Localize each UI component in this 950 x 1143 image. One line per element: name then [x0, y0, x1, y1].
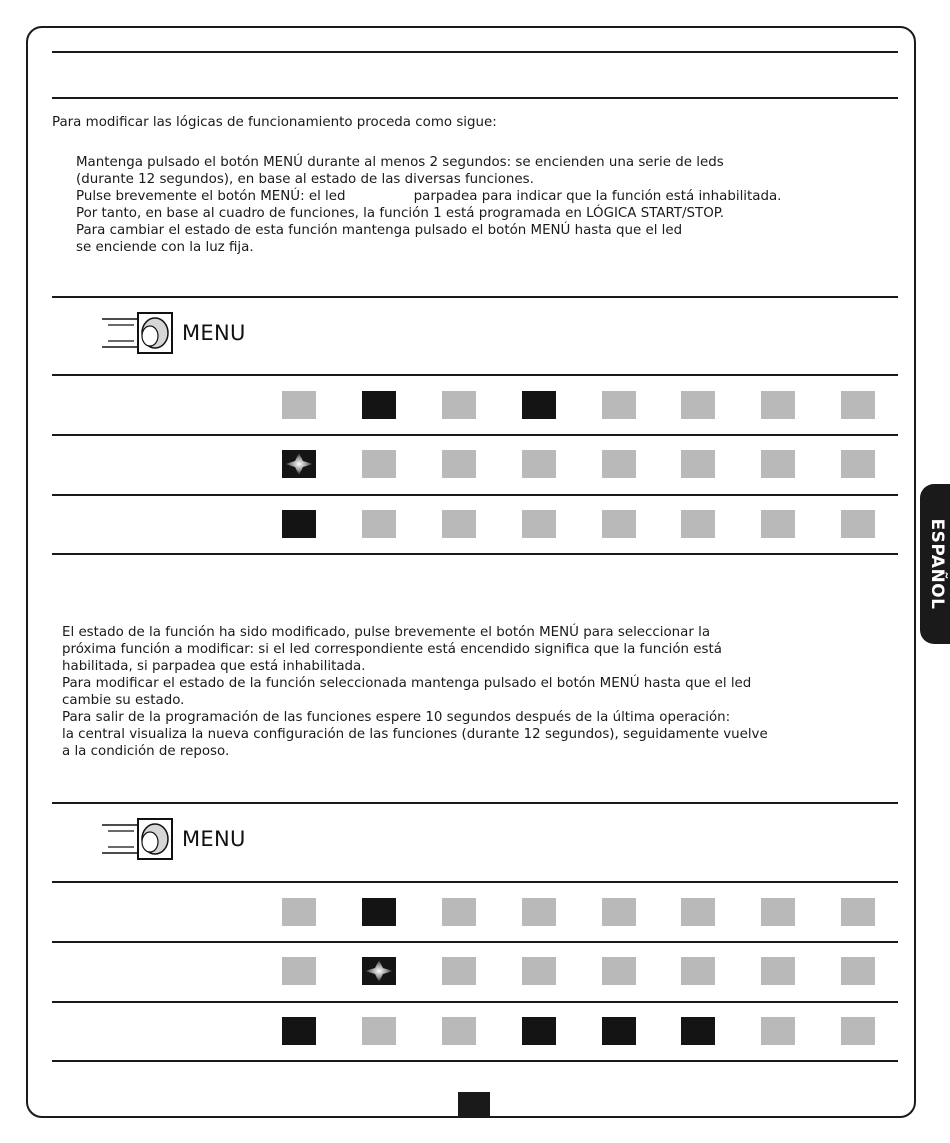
led-off: [761, 957, 795, 985]
led-off: [522, 510, 556, 538]
step1-line: Pulse brevemente el botón MENÚ: el led parpadea para indicar que la función está inhabilitada.: [76, 189, 782, 204]
led-off: [602, 450, 636, 478]
step2-line: próxima función a modificar: si el led correspondiente está encendido significa que la función está: [62, 642, 722, 657]
step1-line: Mantenga pulsado el botón MENÚ durante al menos 2 segundos: se encienden una serie de leds: [76, 155, 724, 170]
divider: [52, 881, 898, 883]
led-off: [362, 510, 396, 538]
divider: [52, 941, 898, 943]
led-off: [761, 1017, 795, 1045]
led-off: [681, 391, 715, 419]
divider: [52, 97, 898, 99]
step2-line: Para salir de la programación de las funciones espere 10 segundos después de la última operación:: [62, 710, 731, 725]
divider: [52, 494, 898, 496]
led-on: [362, 391, 396, 419]
led-off: [841, 1017, 875, 1045]
led-off: [761, 510, 795, 538]
menu-label: MENU: [182, 321, 246, 345]
led-off: [761, 898, 795, 926]
led-off: [442, 510, 476, 538]
led-blinking: [362, 957, 396, 985]
led-off: [841, 957, 875, 985]
led-off: [681, 450, 715, 478]
led-on: [282, 510, 316, 538]
led-off: [841, 898, 875, 926]
led-off: [602, 957, 636, 985]
led-off: [442, 391, 476, 419]
led-off: [282, 391, 316, 419]
step1-line: (durante 12 segundos), en base al estado de las diversas funciones.: [76, 172, 534, 187]
led-off: [282, 898, 316, 926]
step2-line: a la condición de reposo.: [62, 744, 230, 759]
divider: [52, 296, 898, 298]
led-on: [282, 1017, 316, 1045]
led-off: [761, 450, 795, 478]
step2-line: El estado de la función ha sido modificado, pulse brevemente el botón MENÚ para seleccionar la: [62, 625, 711, 640]
led-off: [442, 450, 476, 478]
step2-line: cambie su estado.: [62, 693, 185, 708]
led-on: [602, 1017, 636, 1045]
led-off: [681, 957, 715, 985]
step1-line: Para cambiar el estado de esta función mantenga pulsado el botón MENÚ hasta que el led: [76, 223, 683, 238]
blink-star-icon: [362, 957, 396, 985]
led-on: [522, 391, 556, 419]
led-off: [841, 391, 875, 419]
divider: [52, 1001, 898, 1003]
divider: [52, 1060, 898, 1062]
blink-star-icon: [282, 450, 316, 478]
led-off: [522, 450, 556, 478]
finger-press-icon: [98, 815, 178, 863]
menu-button-illustration: [98, 309, 246, 357]
page-number-mark: [458, 1092, 490, 1118]
step1-line: Por tanto, en base al cuadro de funciones, la función 1 está programada en LÓGICA START/STOP.: [76, 206, 724, 221]
led-off: [282, 957, 316, 985]
divider: [52, 51, 898, 53]
led-off: [681, 898, 715, 926]
intro-text: Para modificar las lógicas de funcionamiento proceda como sigue:: [52, 115, 497, 130]
led-off: [522, 898, 556, 926]
led-off: [761, 391, 795, 419]
divider: [52, 802, 898, 804]
led-off: [602, 898, 636, 926]
led-off: [841, 450, 875, 478]
led-off: [362, 450, 396, 478]
led-blinking: [282, 450, 316, 478]
step2-line: la central visualiza la nueva configuración de las funciones (durante 12 segundos), seguidamente vuelve: [62, 727, 768, 742]
divider: [52, 374, 898, 376]
led-on: [681, 1017, 715, 1045]
led-on: [522, 1017, 556, 1045]
step2-line: habilitada, si parpadea que está inhabilitada.: [62, 659, 366, 674]
led-off: [841, 510, 875, 538]
step2-line: Para modificar el estado de la función seleccionada mantenga pulsado el botón MENÚ hasta que el led: [62, 676, 752, 691]
led-off: [442, 957, 476, 985]
led-off: [602, 391, 636, 419]
led-off: [602, 510, 636, 538]
led-off: [442, 1017, 476, 1045]
step1-line: se enciende con la luz fija.: [76, 240, 254, 255]
divider: [52, 434, 898, 436]
language-tab-label: ESPAÑOL: [927, 518, 947, 610]
finger-press-icon: [98, 309, 178, 357]
led-off: [362, 1017, 396, 1045]
menu-label: MENU: [182, 827, 246, 851]
menu-button-illustration: [98, 815, 246, 863]
led-off: [442, 898, 476, 926]
led-on: [362, 898, 396, 926]
led-off: [681, 510, 715, 538]
divider: [52, 553, 898, 555]
led-off: [522, 957, 556, 985]
